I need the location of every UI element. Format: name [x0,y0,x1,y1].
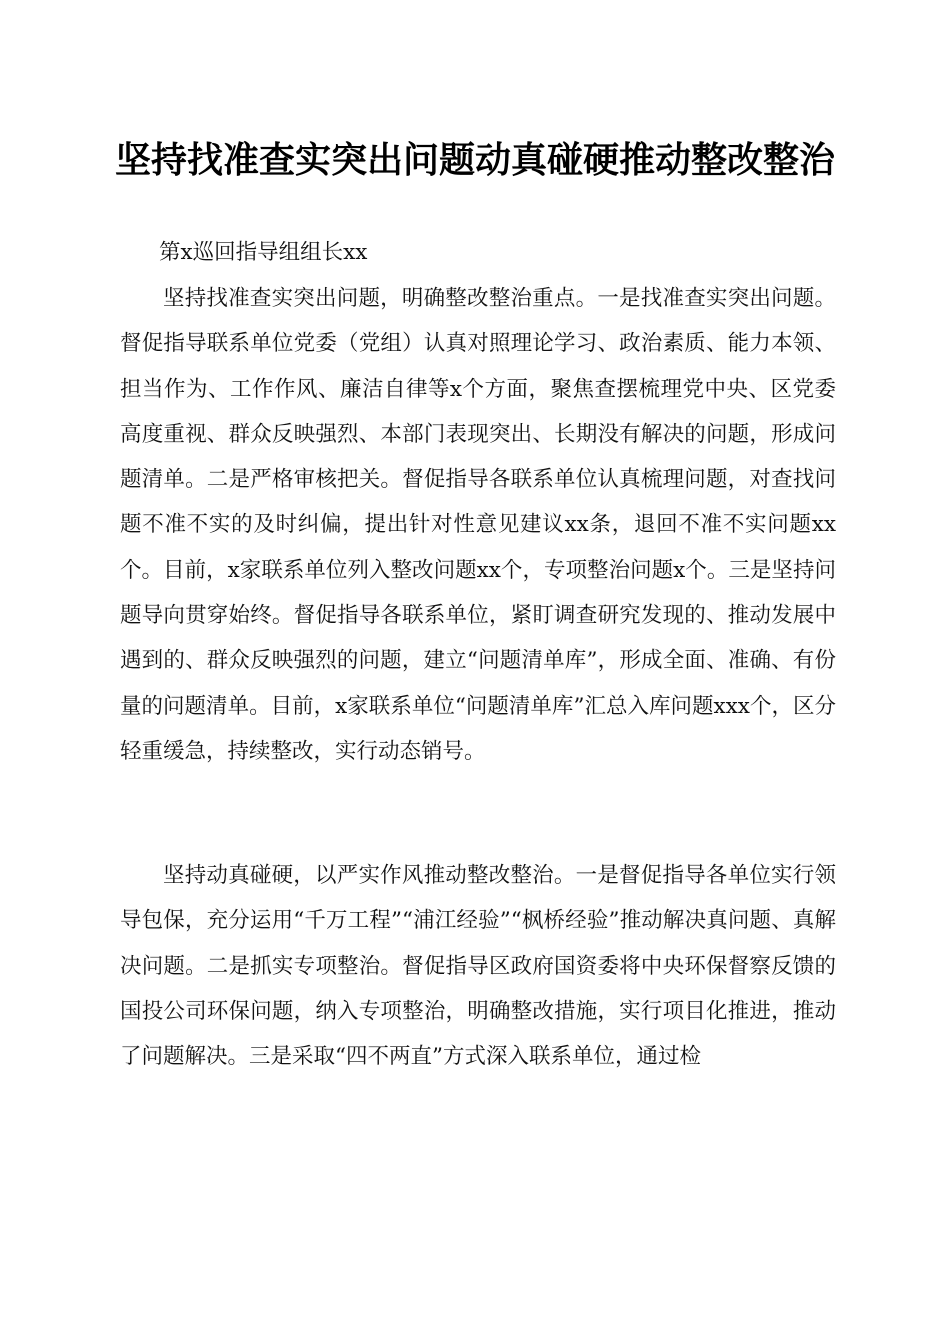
body-paragraph-2: 坚持动真碰硬，以严实作风推动整改整治。一是督促指导各单位实行领导包保，充分运用“千万工程”“浦江经验”“枫桥经验”推动解决真问题、真解决问题。二是抓实专项整治。督促指导区政府国资委将中央环保督察反馈的国投公司环保问题，纳入专项整治，明确整改措施，实行项目化推进，推动了问题解决。三是采取“四不两直”方式深入联系单位，通过检 [120,863,836,1070]
document-author: 第x巡回指导组组长xx [159,240,368,265]
body-paragraph-1: 坚持找准查实突出问题，明确整改整治重点。一是找准查实突出问题。督促指导联系单位党委（党组）认真对照理论学习、政治素质、能力本领、担当作为、工作作风、廉洁自律等x个方面，聚焦查摆梳理党中央、区党委高度重视、群众反映强烈、本部门表现突出、长期没有解决的问题，形成问题清单。二是严格审核把关。督促指导各联系单位认真梳理问题，对查找问题不准不实的及时纠偏，提出针对性意见建议xx条，退回不准不实问题xx个。目前，x家联系单位列入整改问题xx个，专项整治问题x个。三是坚持问题导向贯穿始终。督促指导各联系单位，紧盯调查研究发现的、推动发展中遇到的、群众反映强烈的问题，建立“问题清单库”，形成全面、准确、有份量的问题清单。目前，x家联系单位“问题清单库”汇总入库问题xxx个，区分轻重缓急，持续整改，实行动态销号。 [120,286,836,764]
document-title: 坚持找准查实突出问题动真碰硬推动整改整治 [114,139,835,181]
